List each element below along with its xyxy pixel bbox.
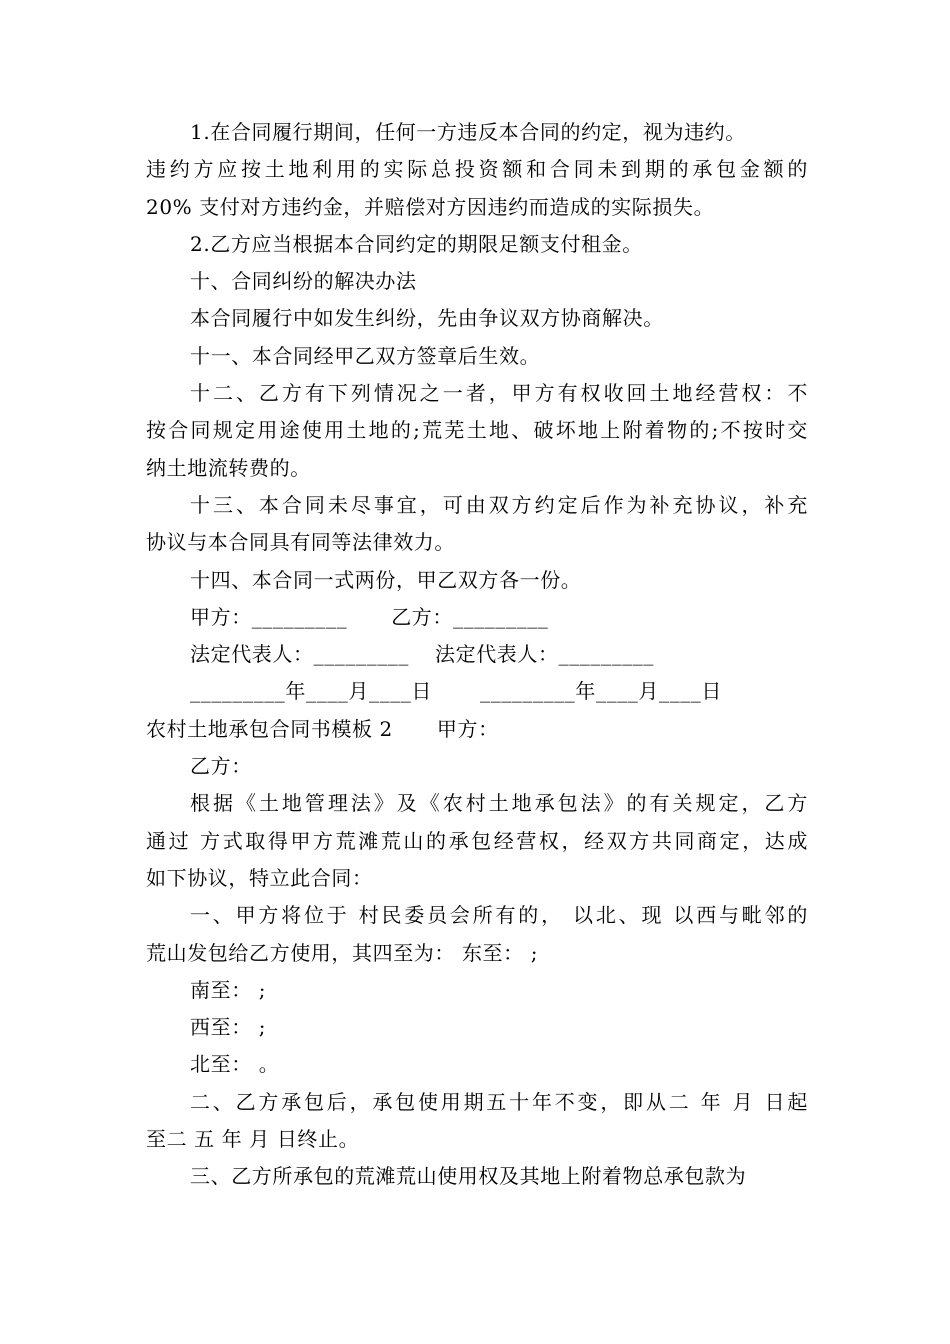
paragraph-line: 协议与本合同具有同等法律效力。 (146, 530, 455, 555)
boundary-west: 西至： ; (190, 1015, 267, 1040)
paragraph-line: 十二、乙方有下列情况之一者，甲方有权收回土地经营权：不 (190, 381, 808, 406)
party-a-representative: 法定代表人：_________ (190, 642, 409, 667)
paragraph-line: 通过 方式取得甲方荒滩荒山的承包经营权，经双方共同商定，达成 (146, 828, 808, 853)
paragraph-line: 十四、本合同一式两份，甲乙双方各一份。 (190, 567, 582, 592)
paragraph-line: 20% 支付对方违约金，并赔偿对方因违约而造成的实际损失。 (146, 194, 715, 219)
paragraph-line: 违约方应按土地利用的实际总投资额和合同未到期的承包金额的 (146, 157, 808, 182)
party-b-date: _________年____月____日 (480, 679, 722, 704)
paragraph-line: 二、乙方承包后，承包使用期五十年不变，即从二 年 月 日起 (190, 1089, 808, 1114)
paragraph-line: 根据《土地管理法》及《农村土地承包法》的有关规定，乙方 (190, 791, 808, 816)
section-heading: 十、合同纠纷的解决办法 (190, 269, 417, 294)
party-a-date: _________年____月____日 (190, 679, 432, 704)
paragraph-line: 2.乙方应当根据本合同约定的期限足额支付租金。 (190, 231, 643, 256)
paragraph-line: 如下协议，特立此合同： (146, 865, 373, 890)
signature-row-representatives (146, 636, 808, 673)
party-b-representative: 法定代表人：_________ (435, 642, 654, 667)
paragraph-line: 三、乙方所承包的荒滩荒山使用权及其地上附着物总承包款为 (190, 1164, 747, 1189)
paragraph-line: 一、甲方将位于 村民委员会所有的， 以北、现 以西与毗邻的 (190, 903, 808, 928)
paragraph-line: 纳土地流转费的。 (146, 455, 311, 480)
party-b-label: 乙方： (190, 754, 252, 779)
template-title-row (146, 711, 808, 748)
signature-row-dates (146, 673, 808, 710)
paragraph-line: 荒山发包给乙方使用，其四至为： 东至： ; (146, 940, 539, 965)
paragraph-line: 1.在合同履行期间，任何一方违反本合同的约定，视为违约。 (190, 120, 746, 144)
paragraph-line: 本合同履行中如发生纠纷，先由争议双方协商解决。 (190, 306, 664, 331)
paragraph-line: 至二 五 年 月 日终止。 (146, 1127, 360, 1152)
paragraph-line: 按合同规定用途使用土地的;荒芜土地、破坏地上附着物的;不按时交 (146, 418, 808, 443)
party-a-signature: 甲方：_________ (190, 604, 348, 629)
paragraph-line: 十一、本合同经甲乙双方签章后生效。 (190, 343, 541, 368)
signature-row-parties (146, 599, 808, 636)
boundary-south: 南至： ; (190, 977, 267, 1002)
party-b-signature: 乙方：_________ (391, 604, 549, 629)
party-a-label: 甲方： (436, 716, 499, 741)
paragraph-line: 十三、本合同未尽事宜，可由双方约定后作为补充协议，补充 (190, 492, 808, 517)
boundary-north: 北至： 。 (190, 1052, 280, 1077)
template-title: 农村土地承包合同书模板 2 (146, 716, 393, 741)
